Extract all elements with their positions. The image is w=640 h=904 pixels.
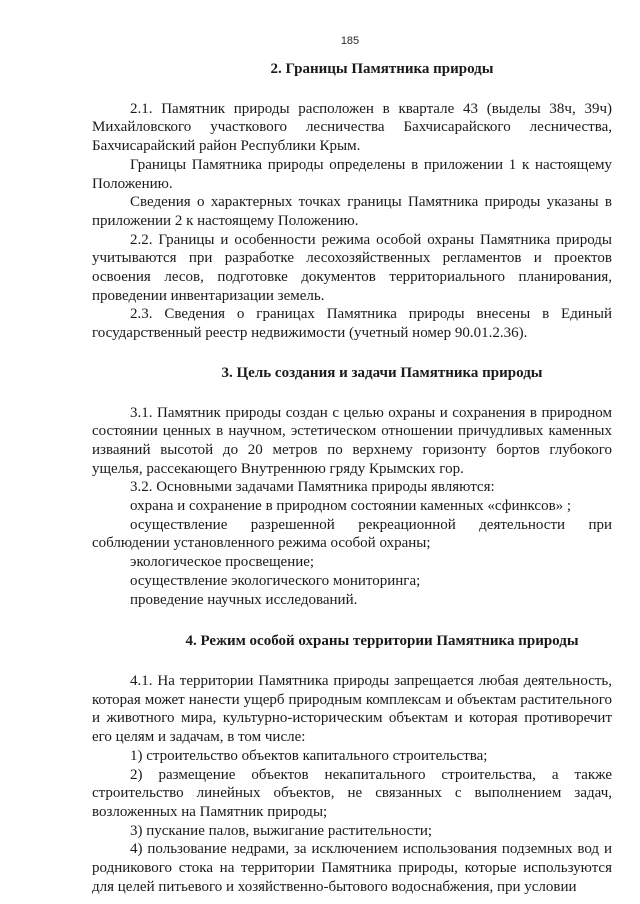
section-heading: 2. Границы Памятника природы bbox=[270, 61, 494, 77]
paragraph: 2.1. Памятник природы расположен в квартале 43 (выделы 38ч, 39ч) Михайловского участкового лесничества Бахчисарайского лесничества, Бахчисарайский район Республики Крым. bbox=[92, 100, 612, 155]
paragraph: 3.1. Памятник природы создан с целью охраны и сохранения в природном состоянии ценных в научном, эстетическом отношении причудливых каменных изваяний высотой до 20 метров по верхнему горизонту бортов глубокого ущелья, рассекающего Внутреннюю гряду Крымских гор. bbox=[92, 404, 612, 477]
list-item: 4) пользование недрами, за исключением использования подземных вод и родникового стока на территории Памятника природы, которые используются для целей питьевого и хозяйственно-бытового водоснабжения, при условии bbox=[92, 841, 612, 895]
section-heading: 4. Режим особой охраны территории Памятника природы bbox=[185, 633, 579, 650]
paragraph: Границы Памятника природы определены в приложении 1 к настоящему Положению. bbox=[92, 156, 612, 192]
list-item: 2) размещение объектов некапитального строительства, а также строительство линейных объектов, не связанных с выполнением задач, возложенных на Памятник природы; bbox=[92, 766, 612, 820]
document-body bbox=[92, 60, 612, 896]
list-item: 1) строительство объектов капитального строительства; bbox=[130, 747, 488, 764]
paragraph: Сведения о характерных точках границы Памятника природы указаны в приложении 2 к настоящему Положению. bbox=[92, 194, 612, 229]
list-item: охрана и сохранение в природном состоянии каменных «сфинксов» ; bbox=[130, 498, 572, 515]
section-heading: 3. Цель создания и задачи Памятника природы bbox=[221, 364, 543, 381]
paragraph: 2.3. Сведения о границах Памятника природы внесены в Единый государственный реестр недвижимости (учетный номер 90.01.2.36). bbox=[92, 306, 612, 342]
paragraph: 2.2. Границы и особенности режима особой охраны Памятника природы учитываются при разработке лесохозяйственных регламентов и проектов освоения лесов, подготовке документов территориального планирования, проведении инвентаризации земель. bbox=[92, 231, 612, 304]
paragraph: 4.1. На территории Памятника природы запрещается любая деятельность, которая может нанести ущерб природным комплексам и объектам растительного и животного мира, культурно-историческим объектам и которая противоречит его целям и задачам, в том числе: bbox=[92, 672, 612, 746]
page-number: 185 bbox=[340, 35, 360, 47]
list-item: экологическое просвещение; bbox=[130, 554, 315, 571]
list-item: 3) пускание палов, выжигание растительности; bbox=[130, 822, 433, 839]
list-item: проведение научных исследований. bbox=[130, 591, 358, 608]
list-item: осуществление экологического мониторинга; bbox=[130, 572, 421, 589]
paragraph: 3.2. Основными задачами Памятника природы являются: bbox=[130, 479, 495, 496]
list-item: осуществление разрешенной рекреационной деятельности при соблюдении установленного режима особой охраны; bbox=[92, 516, 612, 552]
